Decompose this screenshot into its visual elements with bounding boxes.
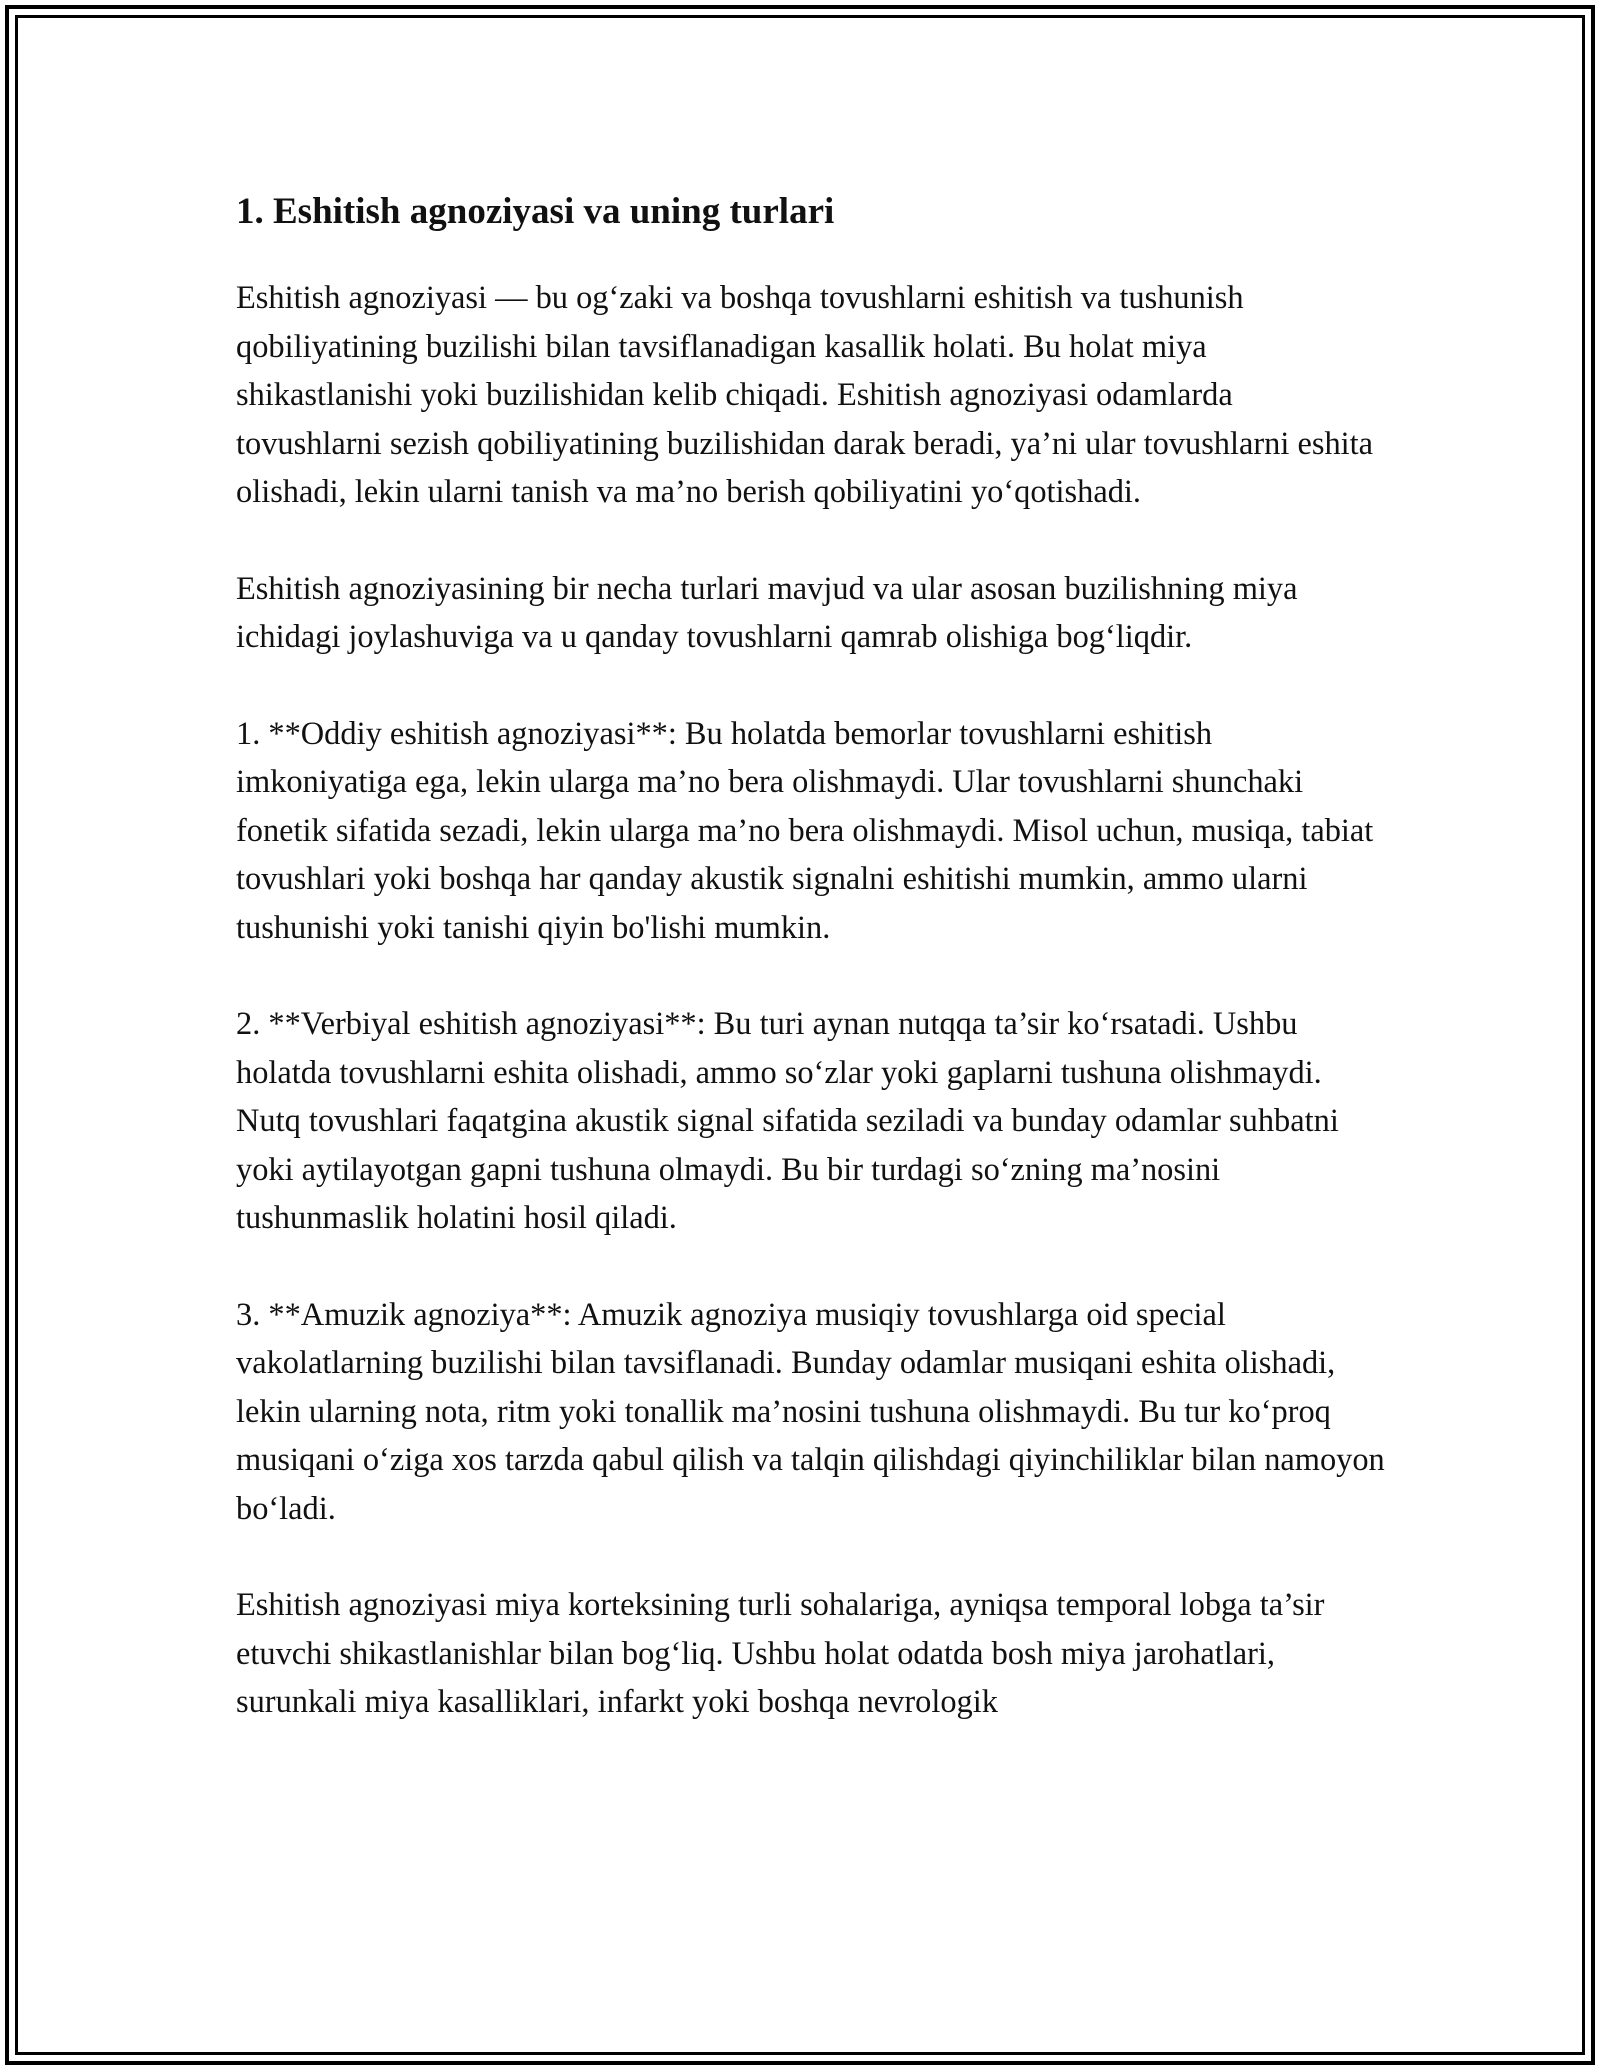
list-item-simple-agnosia: 1. **Oddiy eshitish agnoziyasi**: Bu holatda bemorlar tovushlarni eshitish imkoniyatiga ega, lekin ularga ma’no bera olishmaydi. Ular tovushlarni shunchaki fonetik sifatida sezadi, lekin ularga ma’no bera olishmaydi. Misol uchun, musiqa, tabiat tovushlari yoki boshqa har qanday akustik signalni eshitishi mumkin, ammo ularni tushunishi yoki tanishi qiyin bo'lishi mumkin.	[236, 715, 1374, 946]
list-item-amusic-agnosia: 3. **Amuzik agnoziya**: Amuzik agnoziya musiqiy tovushlarga oid special vakolatlarning buzilishi bilan tavsiflanadi. Bunday odamlar musiqani eshita olishadi, lekin ularning nota, ritm yoki tonallik ma’nosini tushuna olishmaydi. Bu tur ko‘proq musiqani o‘ziga xos tarzda qabul qilish va talqin qilishdagi qiyinchiliklar bilan namoyon bo‘ladi.	[236, 1296, 1385, 1527]
document-body	[236, 186, 1386, 1727]
page-title: 1. Eshitish agnoziyasi va uning turlari	[236, 191, 835, 232]
intro-paragraph: Eshitish agnoziyasi — bu og‘zaki va boshqa tovushlarni eshitish va tushunish qobiliyatining buzilishi bilan tavsiflanadigan kasallik holati. Bu holat miya shikastlanishi yoki buzilishidan kelib chiqadi. Eshitish agnoziyasi odamlarda tovushlarni sezish qobiliyatining buzilishidan darak beradi, ya’ni ular tovushlarni eshita olishadi, lekin ularni tanish va ma’no berish qobiliyatini yo‘qotishadi.	[236, 280, 1374, 510]
types-intro-paragraph: Eshitish agnoziyasining bir necha turlari mavjud va ular asosan buzilishning miya ichidagi joylashuviga va u qanday tovushlarni qamrab olishiga bog‘liqdir.	[236, 570, 1298, 655]
list-item-verbal-agnosia: 2. **Verbiyal eshitish agnoziyasi**: Bu turi aynan nutqqa ta’sir ko‘rsatadi. Ushbu holatda tovushlarni eshita olishadi, ammo so‘zlar yoki gaplarni tushuna olishmaydi. Nutq tovushlari faqatgina akustik signal sifatida seziladi va bunday odamlar suhbatni yoki aytilayotgan gapni tushuna olmaydi. Bu bir turdagi so‘zning ma’nosini tushunmaslik holatini hosil qiladi.	[236, 1006, 1339, 1236]
closing-paragraph: Eshitish agnoziyasi miya korteksining turli sohalariga, ayniqsa temporal lobga ta’sir etuvchi shikastlanishlar bilan bog‘liq. Ushbu holat odatda bosh miya jarohatlari, surunkali miya kasalliklari, infarkt yoki boshqa nevrologik	[236, 1587, 1325, 1720]
